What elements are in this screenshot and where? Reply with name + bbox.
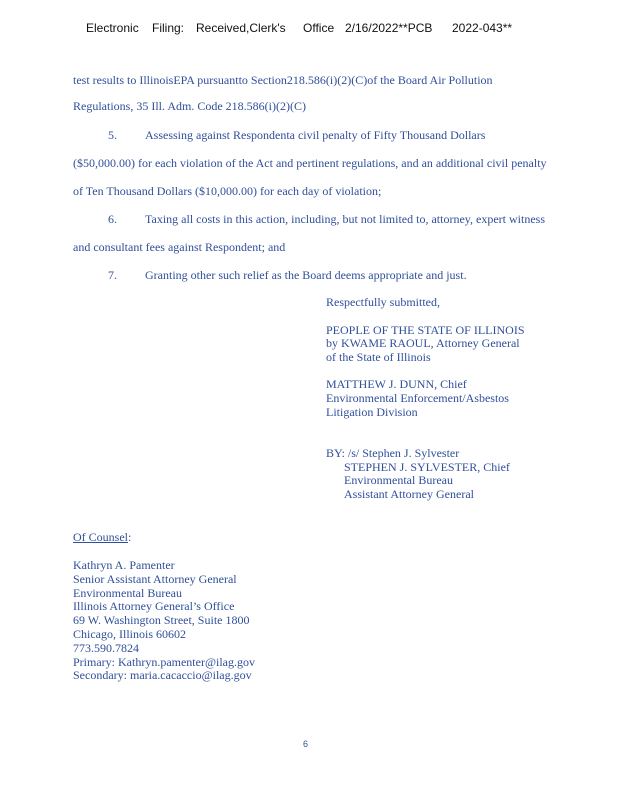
header-received: Received,Clerk's <box>196 21 286 35</box>
counsel-primary-email: Primary: Kathryn.pamenter@ilag.gov <box>73 654 256 669</box>
counsel-phone: 773.590.7824 <box>73 640 139 655</box>
header-electronic: Electronic <box>86 21 139 35</box>
body-line: Assessing against Respondenta civil penalty of Fifty Thousand Dollars <box>145 128 486 142</box>
signed-by-line: BY: /s/ Stephen J. Sylvester <box>326 446 460 461</box>
body-line: of Ten Thousand Dollars ($10,000.00) for each day of violation; <box>73 184 382 198</box>
counsel-role: Senior Assistant Attorney General <box>73 571 237 586</box>
counsel-name: Kathryn A. Pamenter <box>73 558 175 572</box>
dunn-line: MATTHEW J. DUNN, Chief <box>326 377 467 392</box>
item-number: 5. <box>108 128 117 142</box>
body-line: Regulations, 35 Ill. Adm. Code 218.586(i)(2)(C) <box>73 99 306 113</box>
of-counsel-heading: Of Counsel: <box>73 530 132 544</box>
body-line: Taxing all costs in this action, including, but not limited to, attorney, expert witness <box>145 212 545 226</box>
division-line: Environmental Enforcement/Asbestos <box>326 390 509 405</box>
body-line: test results to IllinoisEPA pursuantto Section218.586(i)(2)(C)of the Board Air Pollution <box>73 73 493 87</box>
submitted-line: Respectfully submitted, <box>326 295 440 309</box>
attorney-general-line: by KWAME RAOUL, Attorney General <box>326 336 520 351</box>
counsel-street: 69 W. Washington Street, Suite 1800 <box>73 613 250 628</box>
signature-block <box>326 296 525 502</box>
item-number: 6. <box>108 212 117 226</box>
header-filing: Filing: <box>152 21 185 35</box>
counsel-office: Illinois Attorney General’s Office <box>73 599 235 614</box>
division-line: Litigation Division <box>326 404 418 419</box>
filing-stamp-header <box>0 21 618 37</box>
body-line: Granting other such relief as the Board deems appropriate and just. <box>145 268 467 282</box>
state-line: of the State of Illinois <box>326 349 431 364</box>
counsel-bureau: Environmental Bureau <box>73 585 182 600</box>
header-case-number: 2022-043** <box>452 21 513 35</box>
header-office: Office <box>303 21 335 35</box>
counsel-block <box>73 559 255 683</box>
signer-title: Assistant Attorney General <box>344 486 474 501</box>
counsel-secondary-email: Secondary: maria.cacaccio@ilag.gov <box>73 668 252 683</box>
body-line: ($50,000.00) for each violation of the Act and pertinent regulations, and an additional civil penalty <box>73 156 547 170</box>
signer-name: STEPHEN J. SYLVESTER, Chief <box>344 459 510 474</box>
item-number: 7. <box>108 268 117 282</box>
body-line: and consultant fees against Respondent; and <box>73 240 286 254</box>
counsel-city: Chicago, Illinois 60602 <box>73 626 186 641</box>
people-line: PEOPLE OF THE STATE OF ILLINOIS <box>326 322 525 337</box>
page-number: 6 <box>303 739 309 749</box>
signer-bureau: Environmental Bureau <box>344 473 453 488</box>
header-date: 2/16/2022**PCB <box>345 21 433 35</box>
